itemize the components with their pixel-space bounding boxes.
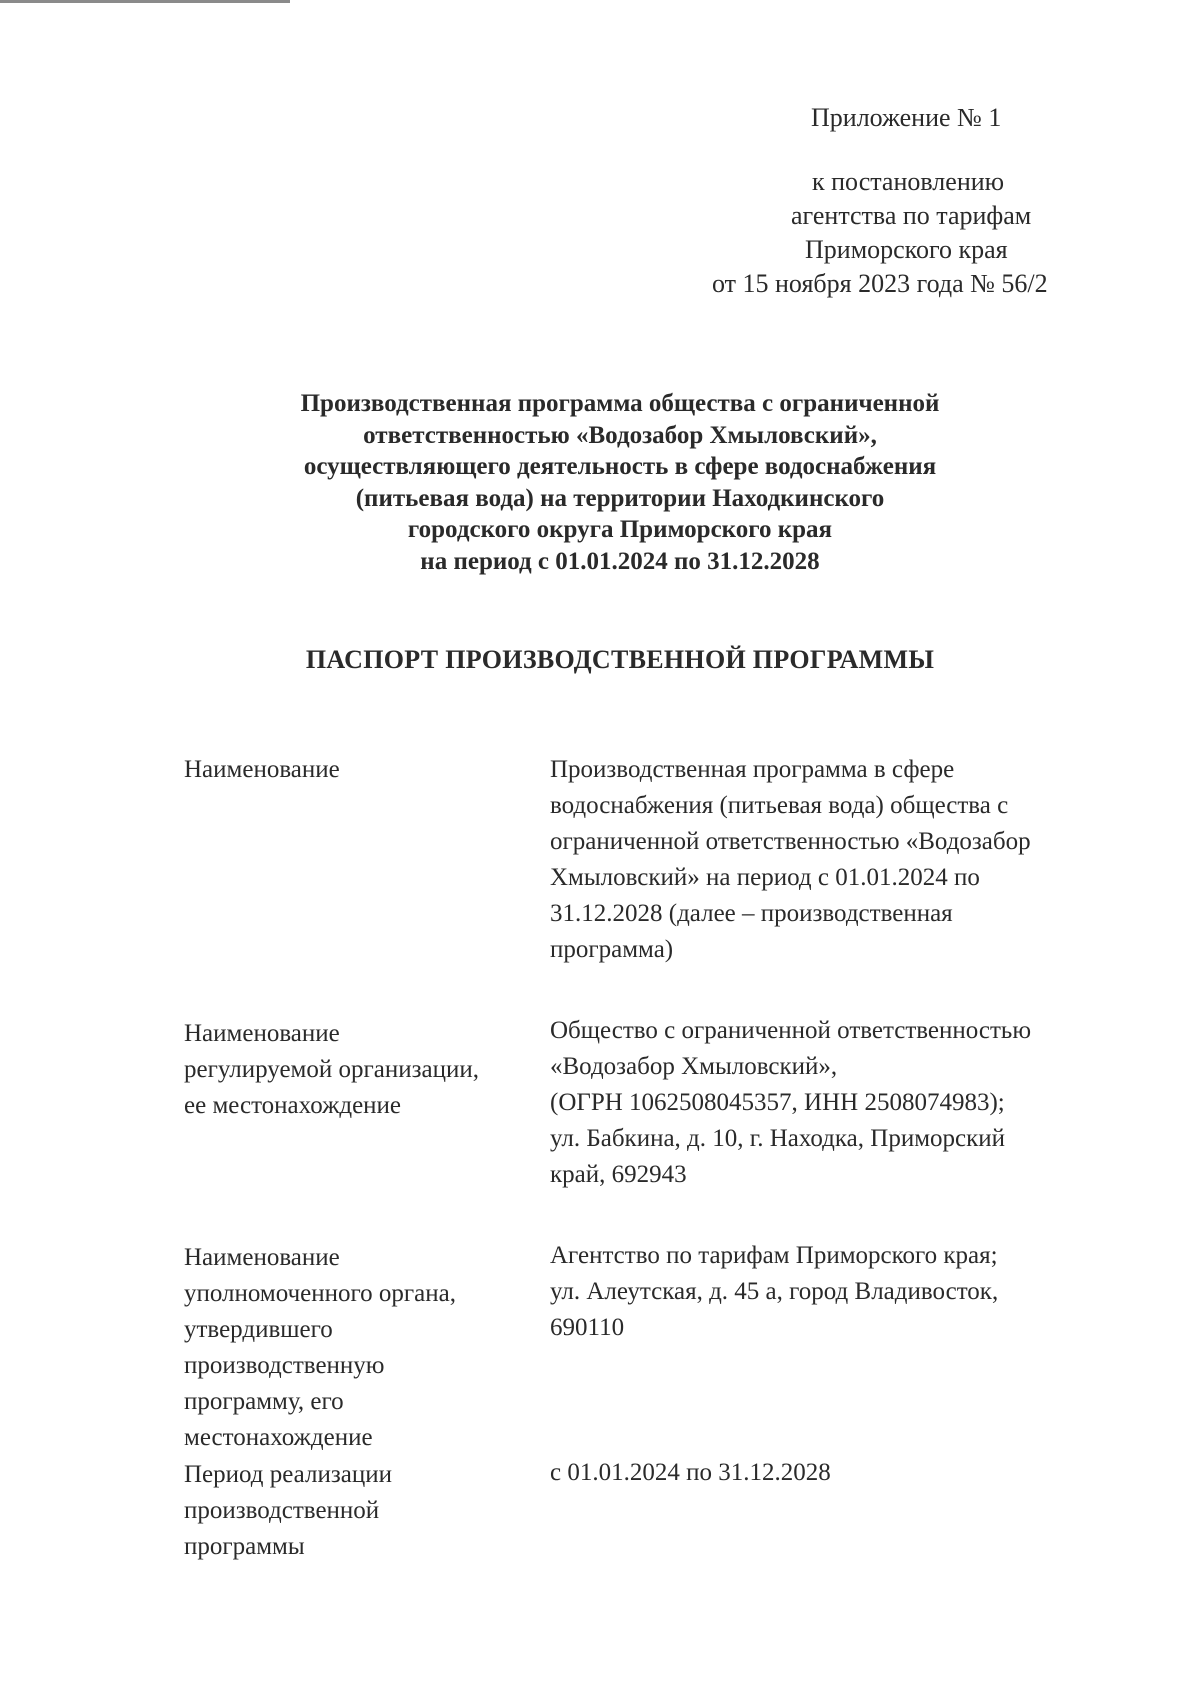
row-value-period: с 01.01.2024 по 31.12.2028 xyxy=(550,1459,831,1486)
row-label-period: Период реализации производственной программы xyxy=(184,1461,392,1560)
title-line: на период с 01.01.2024 по 31.12.2028 xyxy=(420,547,820,575)
appendix-line: Приморского края xyxy=(805,235,1008,264)
row-label-organization: Наименование регулируемой организации, ее местонахождение xyxy=(184,1020,479,1119)
title-line: осуществляющего деятельность в сфере водоснабжения xyxy=(303,453,937,480)
row-label-authority: Наименование уполномоченного органа, утвердившего производственную программу, его местонахождение xyxy=(184,1244,456,1451)
row-value-name: Производственная программа в сфере водоснабжения (питьевая вода) общества с ограниченной ответственностью «Водозабор Хмыловский» на период с 01.01.2024 по 31.12.2028 (далее – производственная программа) xyxy=(550,756,1031,963)
appendix-number: Приложение № 1 xyxy=(811,103,1002,132)
title-line: (питьевая вода) на территории Находкинского xyxy=(355,484,885,512)
appendix-line: к постановлению xyxy=(812,167,1005,196)
row-value-authority: Агентство по тарифам Приморского края; ул. Алеутская, д. 45 а, город Владивосток, 690110 xyxy=(550,1242,999,1341)
appendix-date-line: от 15 ноября 2023 года № 56/2 xyxy=(712,269,1048,298)
title-line: ответственностью «Водозабор Хмыловский», xyxy=(363,421,877,449)
scan-edge xyxy=(0,0,290,3)
title-line: Производственная программа общества с ограниченной xyxy=(300,390,940,417)
appendix-line: агентства по тарифам xyxy=(791,201,1032,230)
passport-heading: ПАСПОРТ ПРОИЗВОДСТВЕННОЙ ПРОГРАММЫ xyxy=(305,645,935,674)
title-line: городского округа Приморского края xyxy=(407,516,833,543)
row-label-name: Наименование xyxy=(184,756,340,783)
document-title xyxy=(180,388,1060,577)
row-value-organization: Общество с ограниченной ответственностью «Водозабор Хмыловский», (ОГРН 1062508045357, ИНН 2508074983); ул. Бабкина, д. 10, г. Находка, Приморский край, 692943 xyxy=(550,1017,1031,1188)
